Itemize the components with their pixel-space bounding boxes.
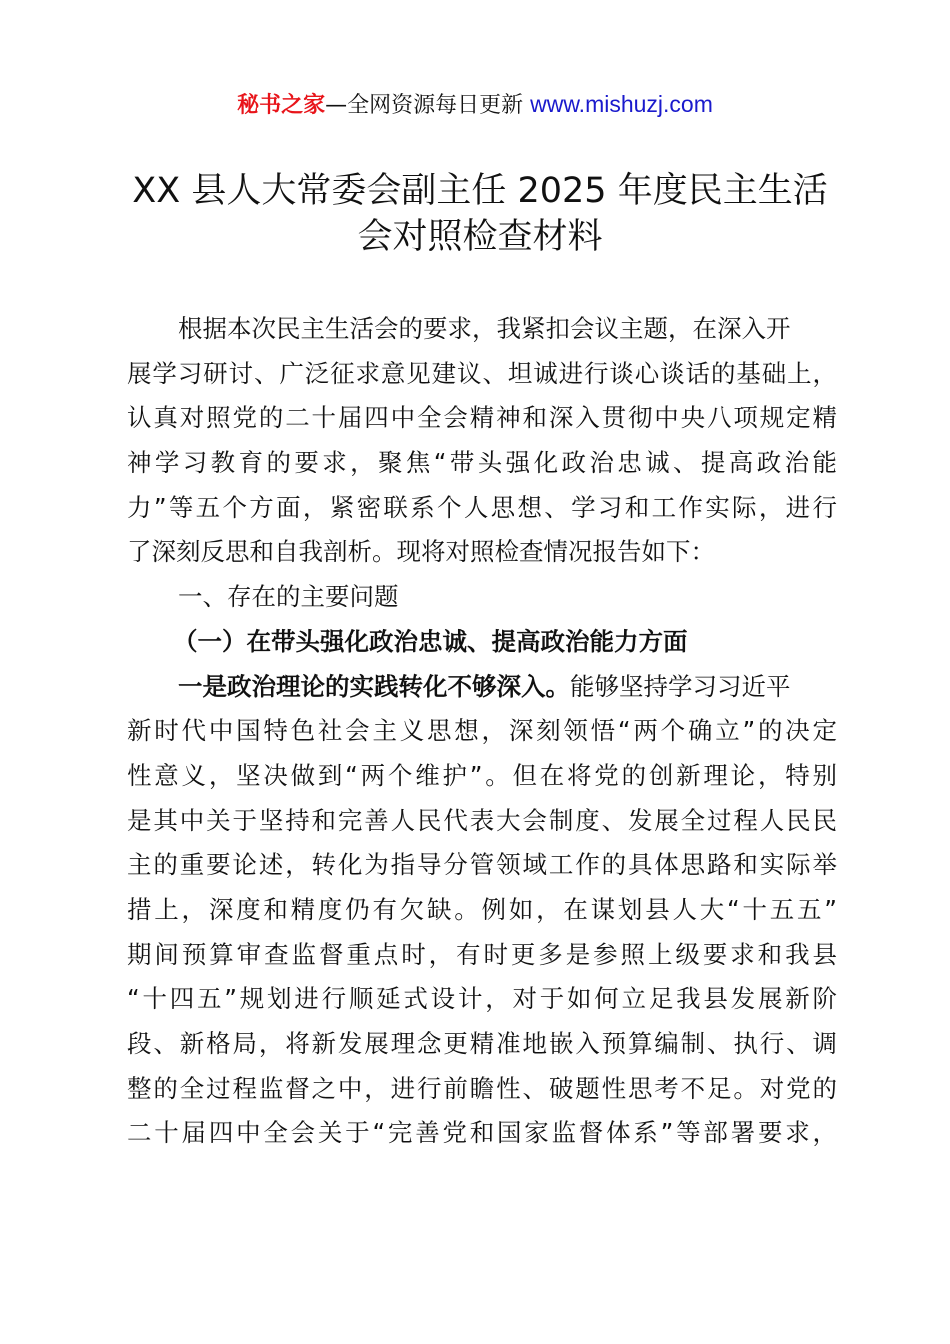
banner-tagline: —全网资源每日更新 [325,93,531,118]
point-first-line [127,668,837,713]
title-line-1: XX 县人大常委会副主任 2025 年度民主生活 [132,171,828,211]
point-lead-rest: 能够坚持学习习近平 [570,671,791,701]
point-line: 期间预算审查监督重点时，有时更多是参照上级要求和我县 [127,939,837,969]
point-line: 主的重要论述，转化为指导分管领域工作的具体思路和实际举 [127,850,837,880]
document-title [0,168,950,260]
point-line: 措上，深度和精度仍有欠缺。例如，在谋划县人大“十五五” [127,894,837,924]
document-body [127,310,837,1159]
point-line: 二十届四中全会关于“完善党和国家监督体系”等部署要求， [127,1118,837,1148]
intro-line: 力”等五个方面，紧密联系个人思想、学习和工作实际，进行 [127,492,837,522]
intro-line: 展学习研讨、广泛征求意见建议、坦诚进行谈心谈话的基础上， [127,358,837,388]
point-line: 段、新格局，将新发展理念更精准地嵌入预算编制、执行、调 [127,1029,837,1058]
site-url[interactable]: www.mishuzj.com [530,91,713,117]
point-line: “十四五”规划进行顺延式设计，对于如何立足我县发展新阶 [127,984,837,1014]
title-line-2: 会对照检查材料 [357,217,603,257]
point-line: 整的全过程监督之中，进行前瞻性、破题性思考不足。对党的 [127,1073,837,1103]
intro-line: 认真对照党的二十届四中全会精神和深入贯彻中央八项规定精 [127,403,837,433]
intro-line: 了深刻反思和自我剖析。现将对照检查情况报告如下： [127,537,715,567]
section-heading: 一、存在的主要问题 [178,582,399,612]
point-line: 是其中关于坚持和完善人民代表大会制度、发展全过程人民民 [127,805,837,835]
intro-line: 神学习教育的要求，聚焦“带头强化政治忠诚、提高政治能 [127,448,837,478]
point-line: 性意义，坚决做到“两个维护”。但在将党的创新理论，特别 [127,760,837,790]
site-banner [0,88,950,122]
subsection-heading: （一）在带头强化政治忠诚、提高政治能力方面 [173,626,688,656]
point-line: 新时代中国特色社会主义思想，深刻领悟“两个确立”的决定 [127,716,837,746]
point-lead: 一是政治理论的实践转化不够深入。 [178,671,570,701]
intro-line: 根据本次民主生活会的要求，我紧扣会议主题，在深入开 [178,314,791,343]
brand-name: 秘书之家 [237,93,326,118]
